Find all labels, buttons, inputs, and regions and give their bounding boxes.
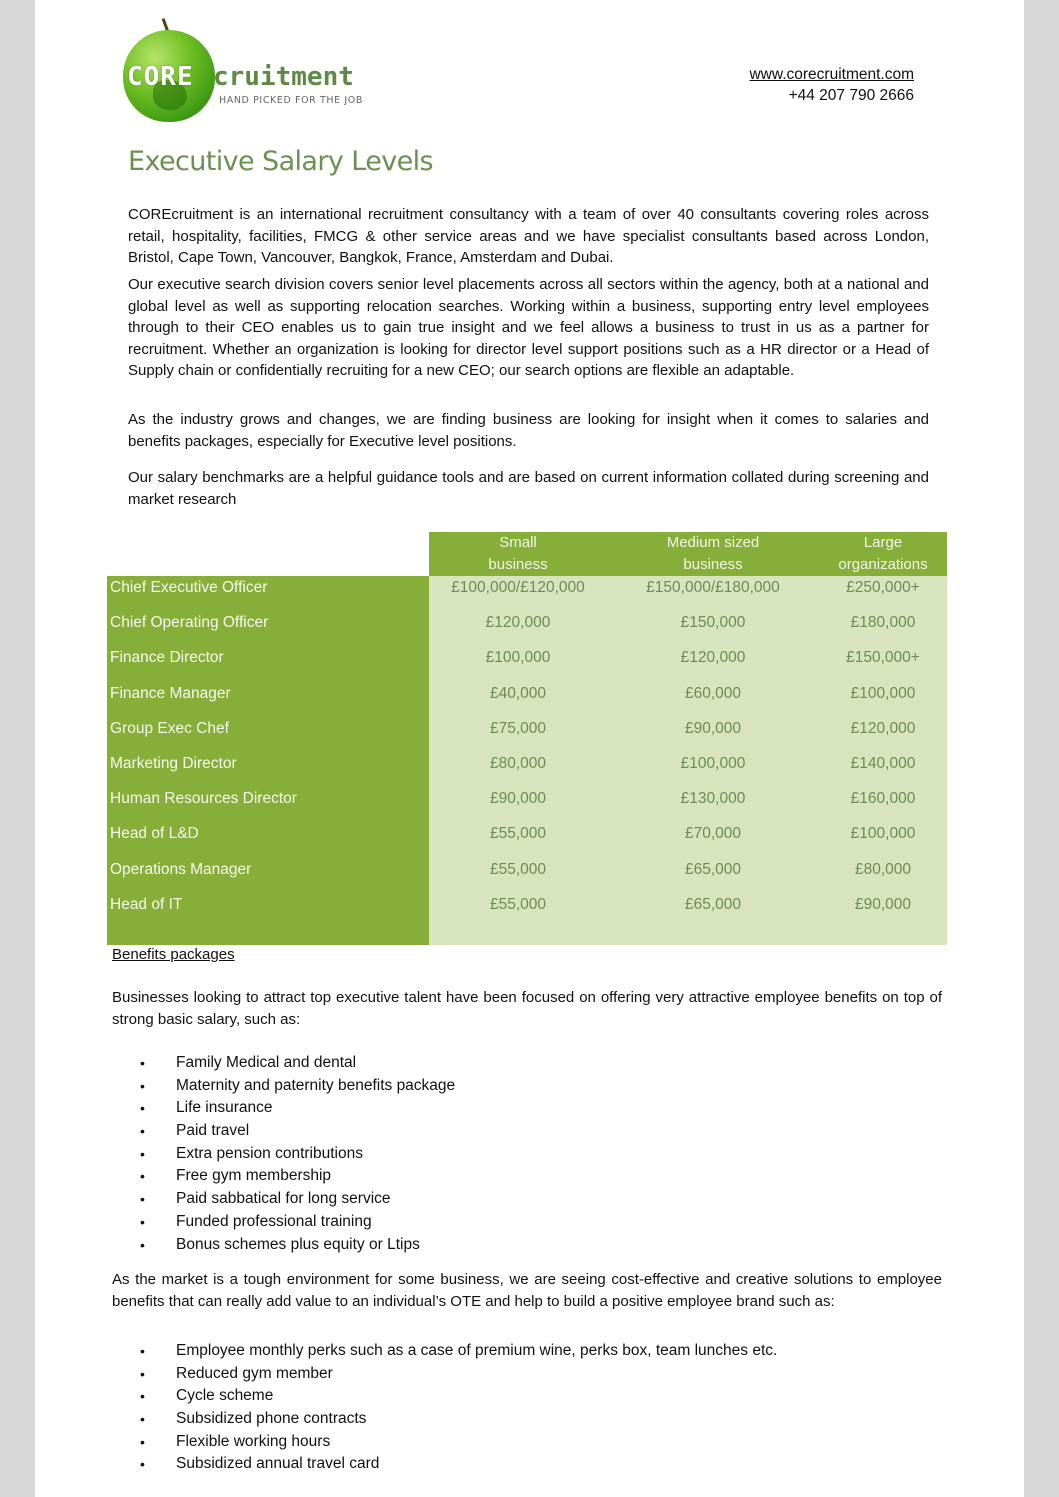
list-item: • Flexible working hours [140, 1431, 777, 1454]
role-label: Finance Manager [107, 682, 429, 717]
salary-medium: £65,000 [607, 858, 819, 893]
bullet-icon: • [140, 1077, 145, 1094]
benefits-list [140, 1052, 455, 1256]
list-item: • Paid sabbatical for long service [140, 1188, 455, 1211]
logo-core-text: CORE [127, 62, 194, 92]
salary-large: £100,000 [819, 822, 947, 857]
role-label: Head of IT [107, 893, 429, 928]
list-item: • Maternity and paternity benefits package [140, 1075, 455, 1098]
table-row [107, 858, 947, 893]
salary-large: £100,000 [819, 682, 947, 717]
salary-large: £140,000 [819, 752, 947, 787]
salary-small: £75,000 [429, 717, 607, 752]
salary-small: £55,000 [429, 822, 607, 857]
list-item: • Cycle scheme [140, 1385, 777, 1408]
bullet-icon: • [140, 1411, 145, 1428]
salary-large: £160,000 [819, 787, 947, 822]
list-item: • Employee monthly perks such as a case of premium wine, perks box, team lunches etc. [140, 1340, 777, 1363]
column-header-small: Small business [429, 532, 607, 576]
salary-medium: £150,000/£180,000 [607, 576, 819, 611]
table-header [107, 532, 947, 576]
role-label: Marketing Director [107, 752, 429, 787]
benefits-heading: Benefits packages [112, 946, 235, 963]
salary-large: £250,000+ [819, 576, 947, 611]
bullet-icon: • [140, 1365, 145, 1382]
list-item: • Funded professional training [140, 1211, 455, 1234]
role-label: Finance Director [107, 646, 429, 681]
list-item: • Subsidized phone contracts [140, 1408, 777, 1431]
table-row [107, 822, 947, 857]
bullet-icon: • [140, 1388, 145, 1405]
salary-small: £90,000 [429, 787, 607, 822]
market-intro: As the market is a tough environment for some business, we are seeing cost-effective and creative solutions to employee benefits that can really add value to an individual’s OTE and help to build a positive employee brand such as: [112, 1271, 942, 1310]
salary-medium: £120,000 [607, 646, 819, 681]
list-item: • Free gym membership [140, 1165, 455, 1188]
bullet-icon: • [140, 1213, 145, 1230]
bullet-icon: • [140, 1456, 145, 1473]
role-label: Operations Manager [107, 858, 429, 893]
table-row [107, 893, 947, 928]
salary-small: £55,000 [429, 858, 607, 893]
salary-medium: £70,000 [607, 822, 819, 857]
salary-medium: £130,000 [607, 787, 819, 822]
logo-cruitment-text: cruitment [213, 62, 354, 92]
intro-paragraph-4: Our salary benchmarks are a helpful guidance tools and are based on current information collated during screening and market research [128, 469, 929, 508]
table-row [107, 611, 947, 646]
document-page [35, 0, 1024, 1497]
list-item: • Extra pension contributions [140, 1143, 455, 1166]
table-row [107, 576, 947, 611]
bullet-icon: • [140, 1123, 145, 1140]
salary-large: £180,000 [819, 611, 947, 646]
website-link[interactable]: www.corecruitment.com [749, 66, 914, 83]
table-row [107, 646, 947, 681]
table-row [107, 717, 947, 752]
phone-number: +44 207 790 2666 [788, 87, 914, 104]
list-item: • Bonus schemes plus equity or Ltips [140, 1234, 455, 1257]
intro-paragraph-2: Our executive search division covers senior level placements across all sectors within the agency, both at a national and global level as well as supporting relocation searches. Working within a business, supporting entry level employees through to their CEO enables us to gain true insight and we feel allows a business to trust in us as a partner for recruitment. Whether an organization is looking for director level support positions such as a HR director or a Head of Supply chain or confidentially recruiting for a new CEO; our search options are flexible an adaptable. [128, 276, 929, 379]
role-label: Group Exec Chef [107, 717, 429, 752]
salary-medium: £65,000 [607, 893, 819, 928]
role-label: Chief Operating Officer [107, 611, 429, 646]
list-item: • Subsidized annual travel card [140, 1453, 777, 1476]
table-row [107, 787, 947, 822]
salary-medium: £90,000 [607, 717, 819, 752]
salary-medium: £100,000 [607, 752, 819, 787]
salary-small: £100,000 [429, 646, 607, 681]
salary-table [107, 532, 947, 945]
benefits-intro: Businesses looking to attract top executive talent have been focused on offering very attractive employee benefits on top of strong basic salary, such as: [112, 989, 942, 1028]
bullet-icon: • [140, 1168, 145, 1185]
table-row [107, 682, 947, 717]
intro-paragraph-3: As the industry grows and changes, we are finding business are looking for insight when it comes to salaries and benefits packages, especially for Executive level positions. [128, 411, 929, 450]
bullet-icon: • [140, 1433, 145, 1450]
salary-small: £80,000 [429, 752, 607, 787]
list-item: • Reduced gym member [140, 1363, 777, 1386]
bullet-icon: • [140, 1100, 145, 1117]
bullet-icon: • [140, 1236, 145, 1253]
salary-large: £90,000 [819, 893, 947, 928]
table-footer-padding [107, 928, 947, 945]
salary-large: £150,000+ [819, 646, 947, 681]
bullet-icon: • [140, 1055, 145, 1071]
role-label: Human Resources Director [107, 787, 429, 822]
bullet-icon: • [140, 1343, 145, 1359]
salary-small: £55,000 [429, 893, 607, 928]
intro-paragraph-1: COREcruitment is an international recruitment consultancy with a team of over 40 consultants covering roles across retail, hospitality, facilities, FMCG & other service areas and we have specialist consultants based across London, Bristol, Cape Town, Vancouver, Bangkok, France, Amsterdam and Dubai. [128, 206, 929, 266]
salary-medium: £60,000 [607, 682, 819, 717]
bullet-icon: • [140, 1191, 145, 1208]
salary-medium: £150,000 [607, 611, 819, 646]
column-header-large: Large organizations [819, 532, 947, 576]
logo-tagline: HAND PICKED FOR THE JOB [219, 95, 363, 106]
salary-small: £40,000 [429, 682, 607, 717]
role-label: Chief Executive Officer [107, 576, 429, 611]
salary-small: £100,000/£120,000 [429, 576, 607, 611]
table-row [107, 752, 947, 787]
corecruitment-logo [123, 18, 373, 124]
column-header-medium: Medium sized business [607, 532, 819, 576]
bullet-icon: • [140, 1145, 145, 1162]
salary-large: £80,000 [819, 858, 947, 893]
contact-block [749, 64, 914, 106]
market-benefits-list [140, 1340, 777, 1476]
page-title: Executive Salary Levels [128, 146, 433, 177]
list-item: • Family Medical and dental [140, 1052, 455, 1075]
salary-large: £120,000 [819, 717, 947, 752]
salary-small: £120,000 [429, 611, 607, 646]
list-item: • Life insurance [140, 1097, 455, 1120]
list-item: • Paid travel [140, 1120, 455, 1143]
role-label: Head of L&D [107, 822, 429, 857]
